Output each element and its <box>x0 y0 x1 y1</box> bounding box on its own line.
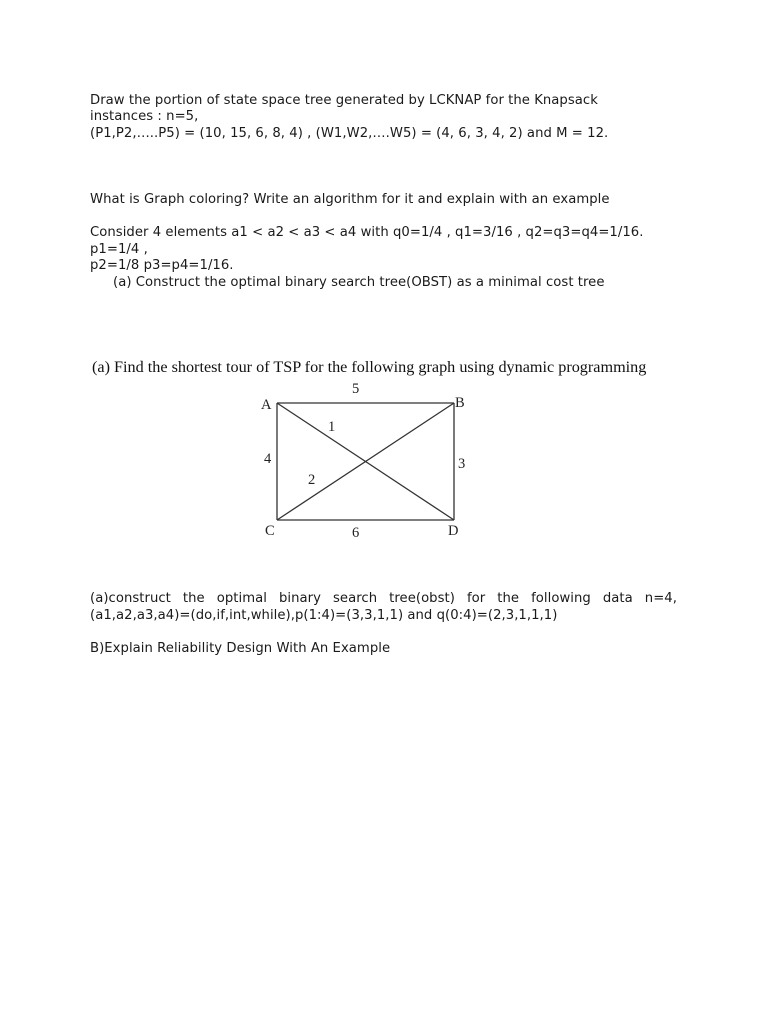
q2-line-1: What is Graph coloring? Write an algorithm for it and explain with an example <box>90 192 610 207</box>
tsp-graph-svg <box>250 378 490 548</box>
q5-line-2: (a1,a2,a3,a4)=(do,if,int,while),p(1:4)=(3,3,1,1) and q(0:4)=(2,3,1,1,1) <box>90 608 558 623</box>
q5-line-1: (a)construct the optimal binary search tree(obst) for the following data n=4, <box>90 591 677 606</box>
weight-label-a-b: 5 <box>352 381 360 397</box>
node-label-a: A <box>261 397 272 413</box>
q3-line-2: p1=1/4 , <box>90 242 148 257</box>
q3-line-1: Consider 4 elements a1 < a2 < a3 < a4 with q0=1/4 , q1=3/16 , q2=q3=q4=1/16. <box>90 225 644 240</box>
weight-label-c-d: 6 <box>352 525 360 541</box>
q3-line-4: (a) Construct the optimal binary search tree(OBST) as a minimal cost tree <box>113 275 605 290</box>
tsp-graph <box>250 378 490 548</box>
node-label-c: C <box>265 523 275 539</box>
weight-label-b-d: 3 <box>458 456 466 472</box>
q1-line-1: Draw the portion of state space tree generated by LCKNAP for the Knapsack <box>90 93 598 108</box>
weight-label-b-c: 2 <box>308 472 316 488</box>
weight-label-a-c: 4 <box>264 451 272 467</box>
q6-line-1: B)Explain Reliability Design With An Example <box>90 641 391 656</box>
q3-line-3: p2=1/8 p3=p4=1/16. <box>90 258 234 273</box>
node-label-b: B <box>455 395 465 411</box>
node-label-d: D <box>448 523 459 539</box>
tsp-heading: (a) Find the shortest tour of TSP for the following graph using dynamic programming <box>92 358 647 376</box>
q1-line-2: instances : n=5, <box>90 109 199 124</box>
weight-label-a-d: 1 <box>328 419 336 435</box>
q1-line-3: (P1,P2,…..P5) = (10, 15, 6, 8, 4) , (W1,W2,….W5) = (4, 6, 3, 4, 2) and M = 12. <box>90 126 609 141</box>
